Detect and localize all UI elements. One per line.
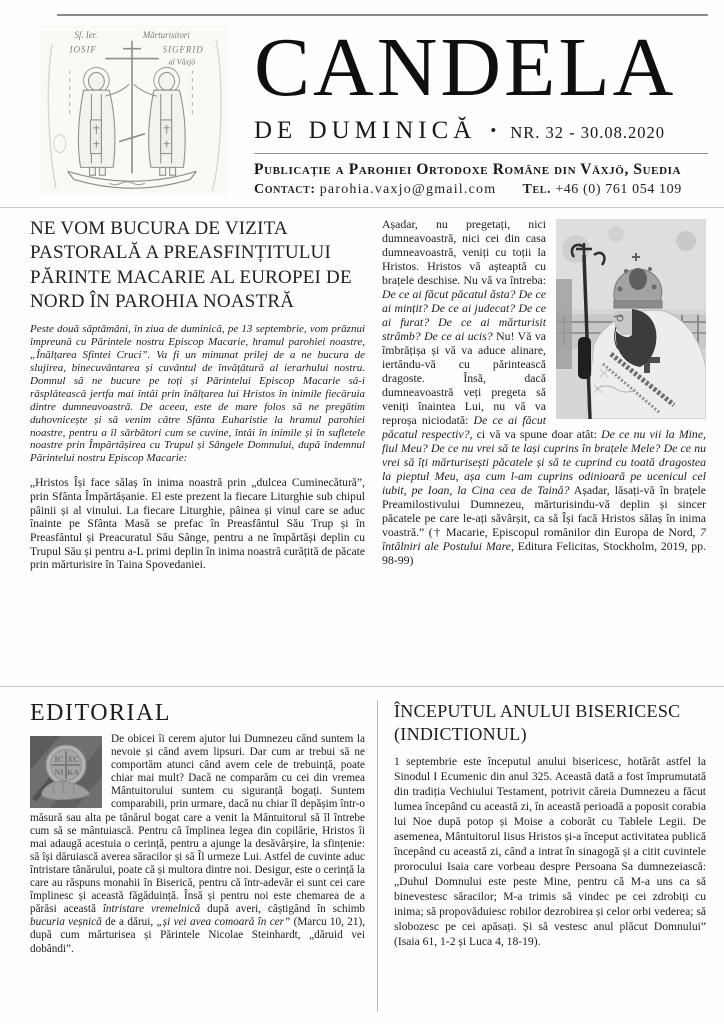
prosphora-bread-icon [30,736,102,808]
bottom-sections [30,700,706,1012]
seal-letters-ni: NI [54,768,64,777]
sketch-label-iosif: IOSIF [69,44,97,55]
masthead-divider [254,153,708,154]
bullet-icon: • [490,120,497,140]
main-article-left-column [30,217,365,683]
seal-letters-ka: KA [67,768,79,777]
contact-line [254,182,708,198]
indiction-section [377,700,706,1012]
sketch-label-sf-ier: Sf. Ier. [74,29,98,40]
top-rule [57,14,708,16]
editorial-heading: EDITORIAL [30,700,172,726]
publisher-line: Publicație a Parohiei Ortodoxe Române din Växjö, Suedia [254,160,682,178]
parish-saints-sketch-icon [40,24,228,196]
article-intro-paragraph: Peste două săptămâni, în ziua de duminică, pe 13 septembrie, vom prăznui împreună cu Părintele nostru Episcop Macarie, hramul parohiei noastre, „Înălțarea Sfintei Cruci”. Va fi un minunat prilej de a ne bucura de slujirea, binecuvântarea și cuvântul de învățătură al ierarhului nostru. Domnul să ne bucure pe toți și Părintelui Episcop Macarie să-i răsplătească jertfa mai întâi prin înălțarea lui Hristos în inimile fiecăruia dintre dumneavoastră. De aceea, este de mare folos să ne pregătim duhovnicește și să venim către Sfânta Euharistie la hramul parohiei noastre, pentru a îl sărbători cum se cuvine, întâi în inimile și în sufletele noastre prin Împărtășirea cu Trupul și Sângele Domnului, după îndemnul Părintelui nostru Episcop Macarie: [30,323,365,465]
sketch-label-vaxjo: al Văxjö [168,57,196,67]
masthead-text-block [254,21,708,200]
section-divider-top [0,207,724,208]
tel-number: +46 (0) 761 054 109 [555,181,682,197]
sketch-label-sigfrid: SIGFRID [162,44,204,55]
sketch-label-marturisitori: Mărturisitori [142,29,190,40]
newsletter-subtitle: DE DUMINICĂ [254,116,477,144]
article-quote-paragraph: „Hristos Își face sălaș în inima noastră prin „dulcea Cuminecătură”, prin Sfânta Împărtășanie. El este prezent la fiecare Liturghie sub chipul pâinii și al vinului. La fiecare Liturghie, pâinea și vinul care se aduc înainte pe Sfânta Masă se prefac în Preasfântul Său Trup și în Preasfântul și Preacuratul Său Sânge, pentru a ne împărtăși deplin cu Trupul Său și pentru a-L primi deplin în inima noastră curățită de păcate prin mărturisire în Taina Spovedaniei. [30,476,365,572]
newsletter-title: CANDELA [254,21,677,114]
editorial-body [30,733,365,956]
seal-letters-ic: IC [54,755,64,764]
article-headline: NE VOM BUCURA DE VIZITA PASTORALĂ A PREASFINȚITULUI PĂRINTE MACARIE AL EUROPEI DE NORD ÎN PAROHIA NOASTRĂ [30,218,352,312]
indiction-heading: ÎNCEPUTUL ANULUI BISERICESC (INDICTIONUL) [394,701,681,745]
issue-number: NR. 32 - 30.08.2020 [510,122,665,142]
article-right-text: Așadar, nu pregetați, nici dumneavoastră, nici cei din casa dumneavoastră, veniți cu toții la Hristos. Hristos vă așteaptă cu brațele deschise. Nu vă va întreba: De ce ai făcut păcatul ăsta? De ce ai mințit? De ce ai judecat? De ce ai furat? De ce ai mărturisit strâmb? De ce ai ucis? Nu! Vă va îmbrățișa și vă va aduce alinare, iertându-vă cu părintească dragoste. Însă, dacă dumneavoastră veți pregeta să veniți înaintea Lui, nu vă va reproșa niciodată: De ce ai făcut păcatul respectiv?, ci vă va spune doar atât: De ce nu vii la Mine, fiul Meu? De ce nu vrei să te lași cuprins în brațele Mele? De ce nu vrei să îți mărturisești păcatele și să te cuprind cu toată dragostea la pieptul Meu, așa cum l-am cuprins odinioară pe ucenicul cel iubit, pe Ioan, la Cina cea de Taină? Așadar, lăsați-vă în brațele Preamilostivului Dumnezeu, mărturisindu-vă deplin și sincer păcatele pe care le-ați săvârșit, ca să Își facă Hristos sălaș în inima voastră.” († Macarie, Episcopul românilor din Europa de Nord, 7 întâlniri ale Postului Mare, Editura Felicitas, Stockholm, 2019, pp. 98-99) [382,217,706,567]
editorial-section [30,700,377,1012]
contact-email[interactable]: parohia.vaxjo@gmail.com [319,181,497,197]
main-article-right-column [382,217,706,683]
main-article [30,217,706,683]
editorial-text: De obicei îi cerem ajutor lui Dumnezeu când suntem la nevoie și când avem lipsuri. Dar cum ar trebui să ne comportăm atunci când avem cele de trebuință, poate chiar mai mult? Dacă ne comparăm cu cei din vremea Mântuitorului suntem cu siguranță bogați. Suntem comparabili, prin urmare, dacă nu chiar îl depășim într-o măsură sau alta pe tânărul bogat care a venit la Mântuitorul să îl întrebe cum să se mântuiască. Pentru că împlinea legea din copilărie, Hristos îi mai adaugă acestuia o cerință, pentru a ajunge la desăvârșire, la sfințenie: să își dăruiască averea săracilor și să Îl urmeze Lui. Astfel de cuvinte aduc întristare tânărului, poate că și multora dintre noi. Desigur, este o cerință la care au răspuns monahii în Biserică, pentru că într-adevăr ei sunt cei care împlinesc și această făgăduință. Însă și pentru noi este chemarea de a părăsi această întristare vremelnică după averi, câștigând în schimb bucuria veșnică de a dărui, „și vei avea comoară în cer” (Marcu 10, 21), după cum mărturisea și Părintele Nicolae Steinhardt, „dăruid vei dobândi”. [30,733,365,955]
indiction-body: 1 septembrie este începutul anului bisericesc, hotărât astfel la Sinodul I Ecumenic din anul 325. Această dată a fost împrumutată din tradiția Vechiului Testament, potrivit căreia Dumnezeu a făcut lumea începând cu această zi, în această perioadă a poposit corabia lui Noe după potop și Moise a coborât cu Tablele Legii. De asemenea, Mântuitorul Iisus Hristos și-a început activitatea publică începând cu această zi, când a intrat în sinagogă și a citit cuvintele prorocului Isaia care vorbeau despre Persoana Sa dumnezeiască: „Duhul Domnului este peste Mine, pentru că M-a uns ca să binevestesc săracilor; M-a trimis să vindec pe cei zdrobiți cu inima; să propovăduiesc robilor dezrobirea și celor orbi vederea; să slobozesc pe cei apăsați. Și să vestesc anul plăcut Domnului” (Isaia 61, 1-2 și Luca 4, 18-19). [394,754,706,948]
bishop-photo [556,219,706,419]
contact-label: Contact: [254,181,316,197]
masthead [40,21,708,200]
seal-letters-xc: XC [67,755,79,764]
subtitle-row [254,117,708,145]
tel-label: Tel. [522,181,552,197]
section-divider-bottom [0,686,724,687]
